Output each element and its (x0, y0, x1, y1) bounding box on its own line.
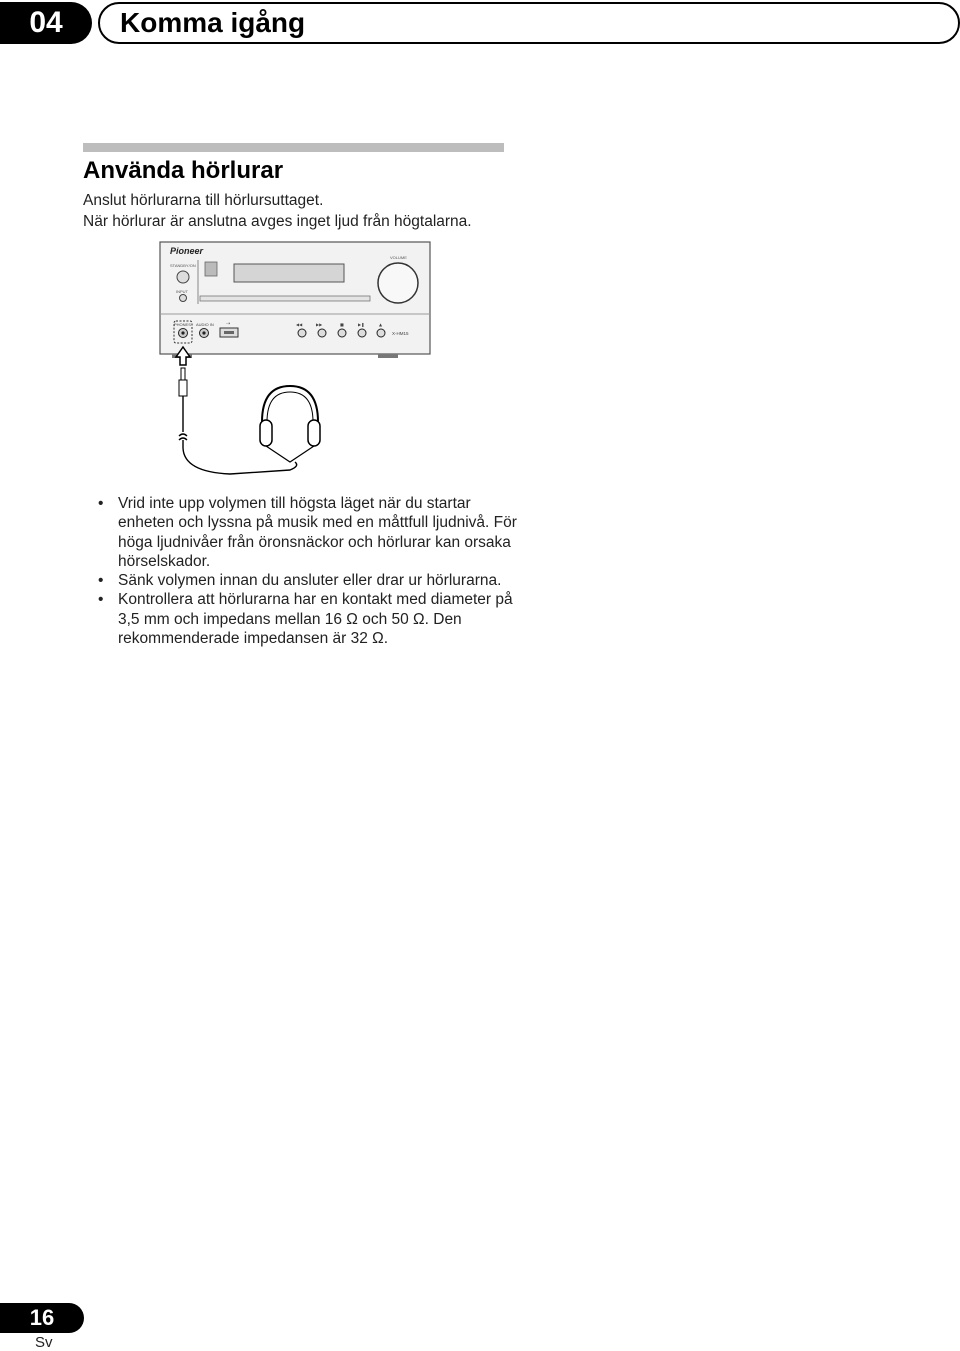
page-language: Sv (35, 1334, 53, 1351)
display-window (234, 264, 344, 282)
bullet-dot: • (98, 495, 104, 512)
eject-button (377, 329, 385, 337)
prev-button (298, 329, 306, 337)
play-pause-icon: ▶❚ (358, 322, 365, 327)
chapter-title-box (98, 2, 960, 44)
next-button (318, 329, 326, 337)
headphone-plug-tip (181, 368, 185, 380)
model-label: X-HM15 (392, 331, 409, 336)
audio-in-label: AUDIO IN (196, 322, 214, 327)
brand-logo: Pioneer (170, 246, 204, 256)
input-button (180, 295, 187, 302)
volume-label: VOLUME (390, 255, 407, 260)
power-button (177, 271, 189, 283)
bullet-text: Vrid inte upp volymen till högsta läget när du startar enheten och lyssna på musik med en måttfull ljudnivå. För höga ljudnivåer från öronsnäckor och hörlurar kan orsaka hörselskador. (118, 495, 517, 570)
bullet-text: Sänk volymen innan du ansluter eller drar ur hörlurarna. (118, 572, 502, 590)
right-earcup (308, 420, 320, 446)
next-icon: ▶▶ (316, 322, 323, 327)
safety-bullet-list (98, 494, 518, 648)
device-foot-right (378, 354, 398, 358)
prev-icon: ◀◀ (296, 322, 303, 327)
eject-icon: ▲ (379, 322, 383, 327)
list-item (98, 571, 518, 590)
headband-inner (267, 392, 313, 422)
disc-slot (200, 296, 370, 301)
phones-label: PHONES (174, 322, 191, 327)
section-intro (83, 190, 523, 232)
phones-jack-hole (181, 331, 184, 334)
bullet-dot: • (98, 591, 104, 609)
stop-icon: ■ (340, 322, 344, 327)
chapter-title: Komma igång (120, 7, 306, 38)
bullet-dot: • (98, 572, 104, 590)
stop-button (338, 329, 346, 337)
usb-port-slot (224, 331, 234, 334)
chapter-number-tab: 04 (0, 2, 92, 44)
usb-icon: ⇢ (226, 321, 231, 327)
list-item (98, 590, 518, 648)
intro-line: När hörlurar är anslutna avges inget ljud från högtalarna. (83, 213, 472, 230)
intro-line: Anslut hörlurarna till hörlursuttaget. (83, 192, 324, 209)
bullet-text: Kontrollera att hörlurarna har en kontakt med diameter på 3,5 mm och impedans mellan 16 Ω och 50 Ω. Den rekommenderade impedansen är 32 Ω. (118, 591, 513, 648)
headphone-plug-body (179, 380, 187, 396)
headphone-connection-illustration (150, 240, 450, 480)
page-number: 16 (0, 1303, 84, 1333)
headphone-cable (179, 396, 297, 474)
input-label: INPUT (176, 289, 188, 294)
volume-knob (378, 263, 418, 303)
left-earcup (260, 420, 272, 446)
sensor-window (205, 262, 217, 276)
audio-in-jack-hole (202, 331, 205, 334)
standby-label: STANDBY/ON (170, 263, 196, 268)
list-item (98, 494, 518, 571)
device-drawing (150, 240, 450, 480)
section-divider (83, 143, 504, 152)
play-pause-button (358, 329, 366, 337)
earcup-cables (266, 446, 314, 462)
section-heading: Använda hörlurar (83, 157, 284, 184)
